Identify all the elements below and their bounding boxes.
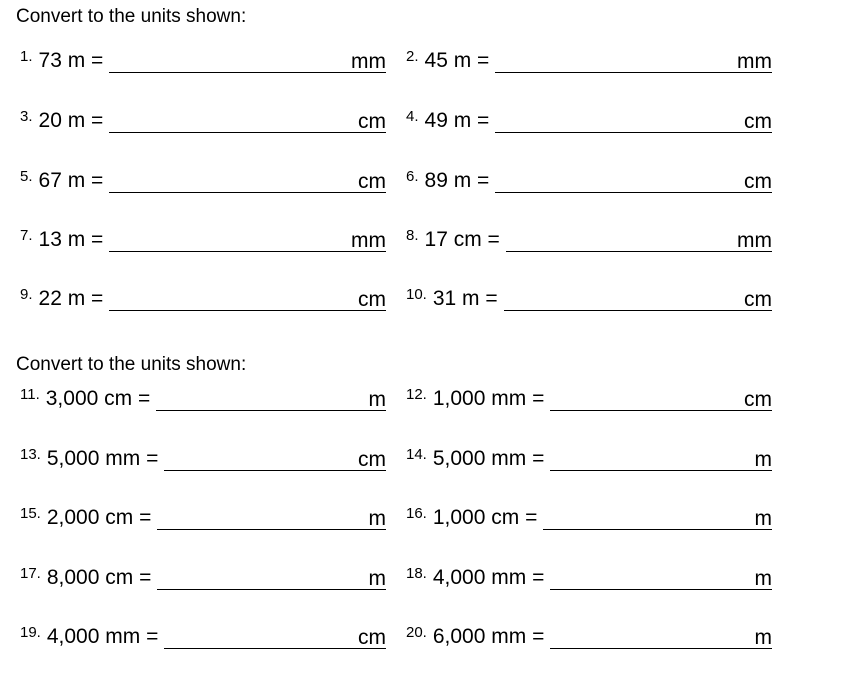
answer-blank[interactable] <box>495 50 735 73</box>
problem-7 <box>20 225 386 255</box>
target-unit: m <box>368 388 386 411</box>
problem-6 <box>406 166 772 196</box>
target-unit: cm <box>744 110 772 133</box>
problem-12 <box>406 384 772 414</box>
problem-4 <box>406 106 772 136</box>
problem-number: 14. <box>406 446 427 463</box>
problem-13 <box>20 444 386 474</box>
problem-number: 5. <box>20 168 33 185</box>
problem-10 <box>406 284 772 314</box>
problem-expression: 13 m = <box>38 228 104 251</box>
problem-2 <box>406 46 772 76</box>
answer-blank[interactable] <box>156 388 366 411</box>
problem-number: 7. <box>20 227 33 244</box>
answer-blank[interactable] <box>543 507 752 530</box>
problem-expression: 1,000 cm = <box>432 506 538 529</box>
answer-blank[interactable] <box>157 567 366 590</box>
target-unit: m <box>754 507 772 530</box>
problem-number: 20. <box>406 624 427 641</box>
answer-blank[interactable] <box>109 229 349 252</box>
problem-number: 6. <box>406 168 419 185</box>
answer-blank[interactable] <box>109 288 356 311</box>
answer-blank[interactable] <box>495 170 742 193</box>
problem-expression: 89 m = <box>424 169 490 192</box>
target-unit: mm <box>351 229 386 252</box>
target-unit: m <box>754 448 772 471</box>
problem-14 <box>406 444 772 474</box>
answer-blank[interactable] <box>157 507 366 530</box>
problem-19 <box>20 622 386 652</box>
problem-11 <box>20 384 386 414</box>
problem-16 <box>406 503 772 533</box>
problem-expression: 49 m = <box>424 109 490 132</box>
problem-expression: 67 m = <box>38 169 104 192</box>
problem-number: 15. <box>20 505 41 522</box>
target-unit: m <box>368 507 386 530</box>
problem-expression: 20 m = <box>38 109 104 132</box>
problem-expression: 5,000 mm = <box>432 447 545 470</box>
problem-number: 9. <box>20 286 33 303</box>
target-unit: cm <box>358 448 386 471</box>
section-1-heading: Convert to the units shown: <box>16 6 247 27</box>
problem-number: 10. <box>406 286 427 303</box>
problem-number: 19. <box>20 624 41 641</box>
answer-blank[interactable] <box>550 567 752 590</box>
problem-number: 12. <box>406 386 427 403</box>
problem-number: 11. <box>20 386 40 403</box>
problem-expression: 73 m = <box>38 49 104 72</box>
problem-20 <box>406 622 772 652</box>
problem-5 <box>20 166 386 196</box>
problem-expression: 1,000 mm = <box>432 387 545 410</box>
problem-1 <box>20 46 386 76</box>
target-unit: cm <box>358 170 386 193</box>
target-unit: mm <box>737 229 772 252</box>
problem-18 <box>406 563 772 593</box>
target-unit: m <box>368 567 386 590</box>
answer-blank[interactable] <box>550 626 752 649</box>
problem-number: 3. <box>20 108 33 125</box>
problem-expression: 3,000 cm = <box>45 387 151 410</box>
problem-expression: 17 cm = <box>424 228 500 251</box>
problem-expression: 4,000 mm = <box>46 625 159 648</box>
target-unit: cm <box>358 626 386 649</box>
target-unit: cm <box>744 288 772 311</box>
target-unit: cm <box>744 388 772 411</box>
problem-expression: 22 m = <box>38 287 104 310</box>
answer-blank[interactable] <box>495 110 742 133</box>
problem-expression: 31 m = <box>432 287 498 310</box>
problem-number: 2. <box>406 48 419 65</box>
target-unit: cm <box>358 288 386 311</box>
problem-number: 13. <box>20 446 41 463</box>
problem-17 <box>20 563 386 593</box>
target-unit: m <box>754 626 772 649</box>
problem-number: 1. <box>20 48 33 65</box>
problem-number: 4. <box>406 108 419 125</box>
target-unit: m <box>754 567 772 590</box>
answer-blank[interactable] <box>504 288 742 311</box>
problem-expression: 4,000 mm = <box>432 566 545 589</box>
answer-blank[interactable] <box>109 50 349 73</box>
problem-number: 8. <box>406 227 419 244</box>
problem-expression: 6,000 mm = <box>432 625 545 648</box>
answer-blank[interactable] <box>164 626 356 649</box>
answer-blank[interactable] <box>164 448 356 471</box>
problem-expression: 8,000 cm = <box>46 566 152 589</box>
problem-8 <box>406 225 772 255</box>
target-unit: mm <box>737 50 772 73</box>
section-2-heading: Convert to the units shown: <box>16 354 247 375</box>
answer-blank[interactable] <box>109 170 356 193</box>
answer-blank[interactable] <box>109 110 356 133</box>
problem-9 <box>20 284 386 314</box>
problem-expression: 45 m = <box>424 49 490 72</box>
answer-blank[interactable] <box>550 388 742 411</box>
problem-number: 17. <box>20 565 41 582</box>
problem-expression: 5,000 mm = <box>46 447 159 470</box>
answer-blank[interactable] <box>506 229 735 252</box>
problem-15 <box>20 503 386 533</box>
problem-expression: 2,000 cm = <box>46 506 152 529</box>
target-unit: cm <box>744 170 772 193</box>
problem-number: 16. <box>406 505 427 522</box>
target-unit: cm <box>358 110 386 133</box>
problem-3 <box>20 106 386 136</box>
target-unit: mm <box>351 50 386 73</box>
answer-blank[interactable] <box>550 448 752 471</box>
problem-number: 18. <box>406 565 427 582</box>
